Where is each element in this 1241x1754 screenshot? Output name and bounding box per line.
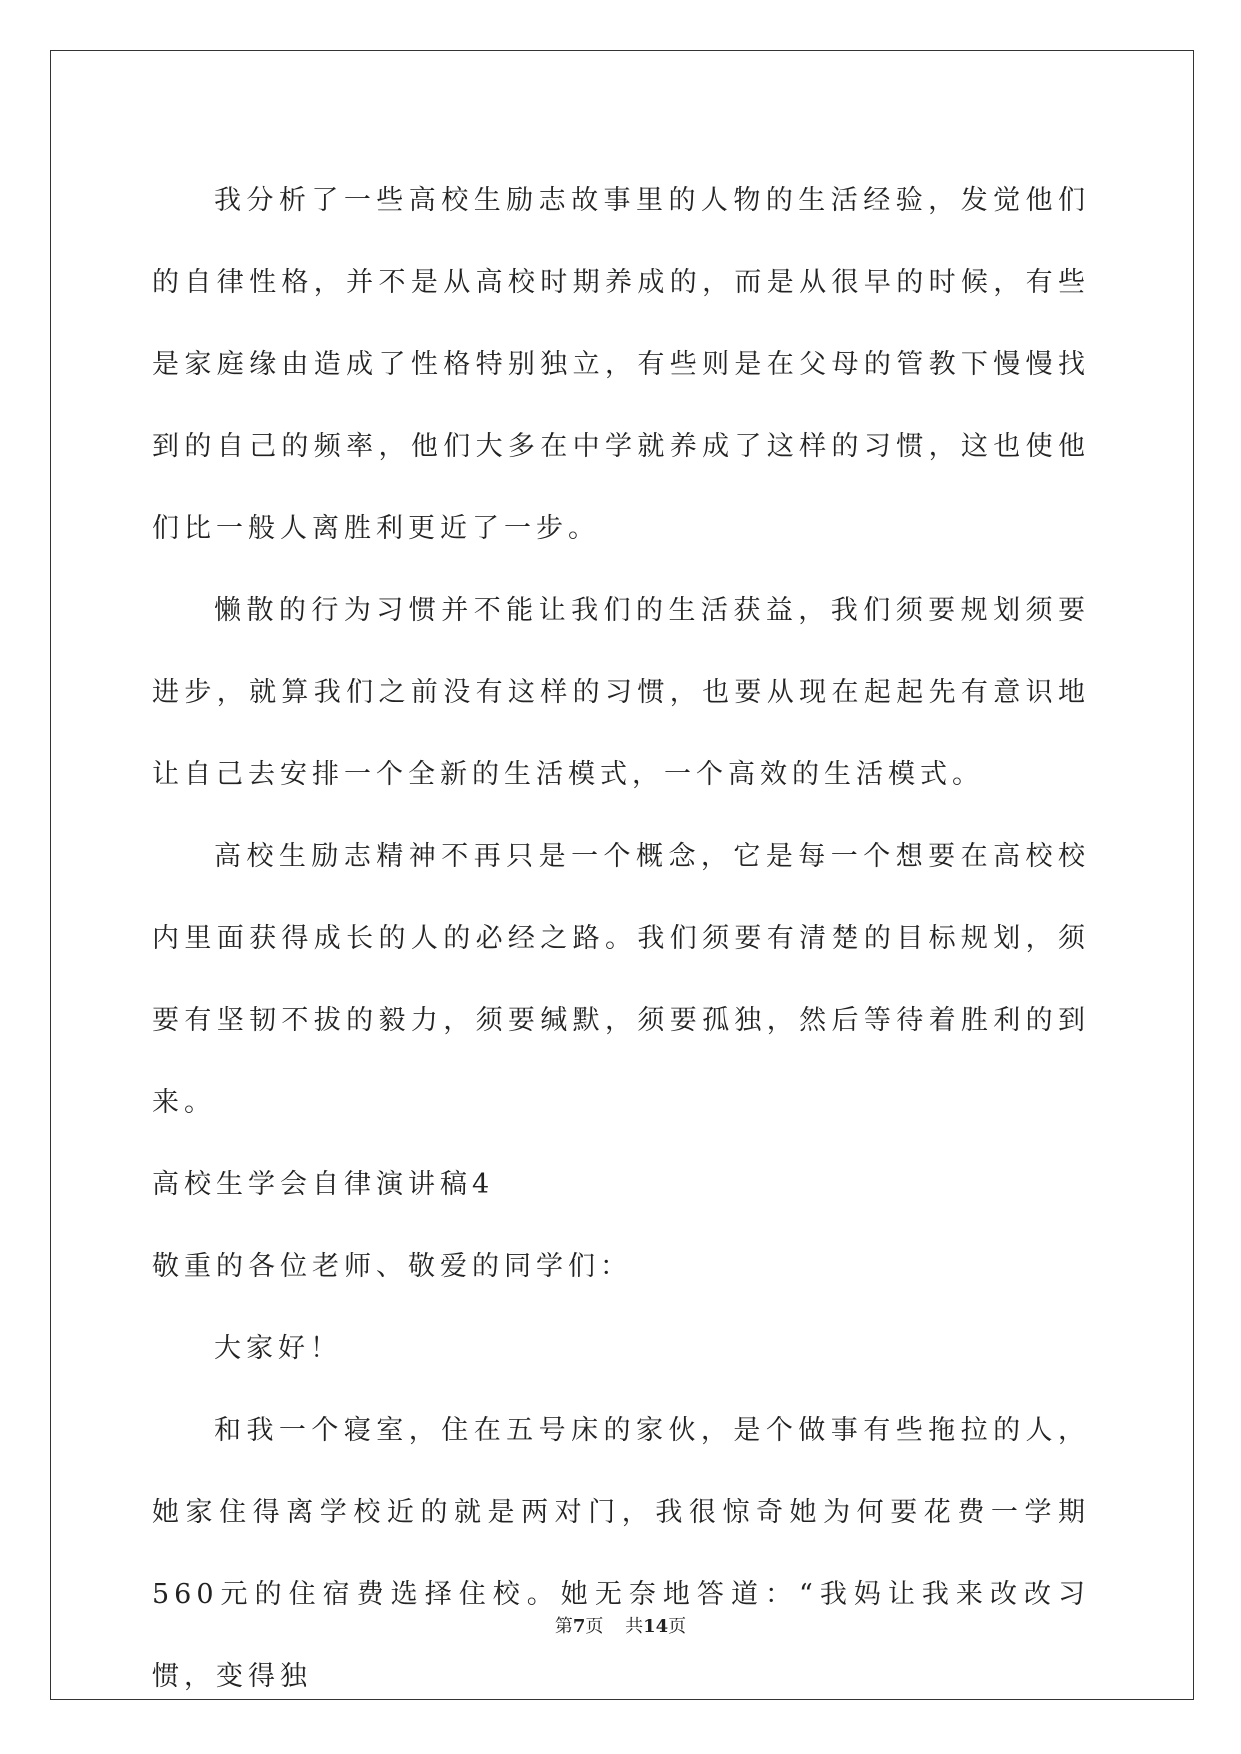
- greeting: 大家好！: [214, 1333, 342, 1364]
- current-page: 7: [572, 1616, 586, 1637]
- paragraph-4: 和我一个寝室，住在五号床的家伙，是个做事有些拖拉的人，她家住得离学校近的就是两对门，我很惊奇她为何要花费一学期560元的住宿费选择住校。她无奈地答道：“我妈让我来改改习惯，变得独: [152, 1415, 1090, 1692]
- paragraph-2: 懒散的行为习惯并不能让我们的生活获益，我们须要规划须要进步，就算我们之前没有这样的习惯，也要从现在起起先有意识地让自己去安排一个全新的生活模式，一个高效的生活模式。: [152, 595, 1090, 790]
- page-number: [555, 1616, 604, 1637]
- paragraph-3: 高校生励志精神不再只是一个概念，它是每一个想要在高校校内里面获得成长的人的必经之路。我们须要有清楚的目标规划，须要有坚韧不拔的毅力，须要缄默，须要孤独，然后等待着胜利的到来。: [152, 841, 1090, 1118]
- section-heading: 高校生学会自律演讲稿4: [152, 1169, 495, 1200]
- document-body: [152, 160, 1090, 1718]
- page-suffix: 页: [585, 1616, 604, 1637]
- total-pages: [625, 1616, 686, 1637]
- total-prefix: 共: [625, 1616, 644, 1637]
- page-footer: [0, 1612, 1241, 1638]
- salutation: 敬重的各位老师、敬爱的同学们：: [152, 1251, 632, 1282]
- paragraph-1: 我分析了一些高校生励志故事里的人物的生活经验，发觉他们的自律性格，并不是从高校时期养成的，而是从很早的时候，有些是家庭缘由造成了性格特别独立，有些则是在父母的管教下慢慢找到的自己的频率，他们大多在中学就养成了这样的习惯，这也使他们比一般人离胜利更近了一步。: [152, 185, 1090, 544]
- total-count: 14: [643, 1616, 669, 1637]
- page-prefix: 第: [554, 1616, 573, 1637]
- total-suffix: 页: [668, 1616, 687, 1637]
